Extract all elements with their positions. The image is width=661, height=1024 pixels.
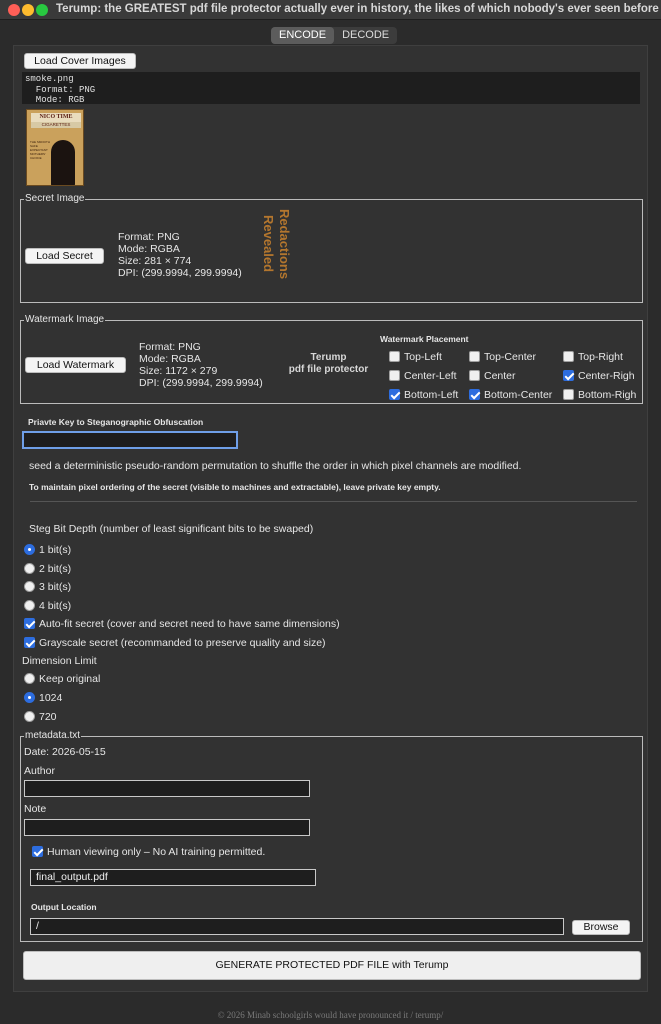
metadata-date: Date: 2026-05-15 [24, 746, 106, 758]
bit-depth-1-label: 1 bit(s) [39, 544, 72, 556]
close-window-button[interactable] [8, 4, 20, 16]
zoom-window-button[interactable] [36, 4, 48, 16]
placement-top-center-checkbox[interactable] [469, 351, 480, 362]
tab-encode[interactable]: ENCODE [271, 27, 334, 44]
note-input[interactable] [24, 819, 310, 836]
note-label: Note [24, 803, 47, 815]
dimension-720-radio[interactable] [24, 711, 35, 722]
human-only-label: Human viewing only – No AI training permitted. [47, 846, 266, 858]
watermark-image-legend: Watermark Image [25, 314, 105, 325]
output-location-input[interactable]: / [30, 918, 564, 935]
author-label: Author [24, 765, 55, 777]
secret-image-group [20, 199, 643, 303]
secret-format: Format: PNG [118, 231, 180, 243]
cover-mode: Mode: RGB [25, 95, 85, 105]
private-key-label: Priavte Key to Steganographic Obfuscation [28, 417, 204, 427]
separator [30, 501, 637, 502]
placement-center-left-checkbox[interactable] [389, 370, 400, 381]
dimension-720-label: 720 [39, 711, 57, 723]
watermark-format: Format: PNG [139, 341, 201, 353]
secret-preview-line1: Redactions [277, 209, 292, 280]
cover-filename: smoke.png [25, 74, 74, 84]
thumbnail-figure [51, 140, 75, 186]
private-key-note: To maintain pixel ordering of the secret (visible to machines and extractable), leave private key empty. [29, 482, 441, 492]
load-cover-images-button[interactable]: Load Cover Images [24, 53, 136, 69]
placement-center-label: Center [484, 370, 516, 382]
placement-center-checkbox[interactable] [469, 370, 480, 381]
generate-pdf-button[interactable]: GENERATE PROTECTED PDF FILE with Terump [23, 951, 641, 980]
thumbnail-title-line2: CIGARETTES [31, 122, 81, 128]
private-key-input[interactable] [22, 431, 238, 449]
placement-bottom-right-label: Bottom-Righ [578, 389, 637, 401]
placement-bottom-left-checkbox[interactable] [389, 389, 400, 400]
watermark-dpi: DPI: (299.9994, 299.9994) [139, 377, 263, 389]
dimension-1024-label: 1024 [39, 692, 63, 704]
bit-depth-4-label: 4 bit(s) [39, 600, 72, 612]
private-key-description: seed a deterministic pseudo-random permutation to shuffle the order in which pixel channels are modified. [29, 460, 522, 472]
placement-center-left-label: Center-Left [404, 370, 457, 382]
secret-size: Size: 281 × 774 [118, 255, 192, 267]
load-watermark-button[interactable]: Load Watermark [25, 357, 126, 373]
bit-depth-3-radio[interactable] [24, 581, 35, 592]
bit-depth-2-label: 2 bit(s) [39, 563, 72, 575]
cover-info-box [22, 72, 640, 104]
mode-tabs [271, 27, 397, 44]
thumbnail-caption: THE SMOOTH SAFE EXPECTANT MOTHERS' CHOICE [30, 140, 50, 160]
auto-fit-label: Auto-fit secret (cover and secret need to have same dimensions) [39, 618, 340, 630]
author-input[interactable] [24, 780, 310, 797]
grayscale-checkbox[interactable] [24, 637, 35, 648]
dimension-1024-radio[interactable] [24, 692, 35, 703]
watermark-preview-line1: Terump [310, 352, 347, 363]
watermark-size: Size: 1172 × 279 [139, 365, 218, 377]
secret-image-legend: Secret Image [25, 193, 85, 204]
bit-depth-label: Steg Bit Depth (number of least significant bits to be swaped) [29, 523, 314, 535]
bit-depth-3-label: 3 bit(s) [39, 581, 72, 593]
grayscale-label: Grayscale secret (recommanded to preserve quality and size) [39, 637, 326, 649]
placement-center-right-checkbox[interactable] [563, 370, 574, 381]
placement-bottom-right-checkbox[interactable] [563, 389, 574, 400]
load-secret-button[interactable]: Load Secret [25, 248, 104, 264]
secret-preview [261, 209, 293, 301]
secret-mode: Mode: RGBA [118, 243, 180, 255]
metadata-legend: metadata.txt [25, 730, 81, 741]
watermark-mode: Mode: RGBA [139, 353, 201, 365]
minimize-window-button[interactable] [22, 4, 34, 16]
placement-top-center-label: Top-Center [484, 351, 536, 363]
watermark-placement-title: Watermark Placement [380, 334, 469, 344]
placement-top-right-checkbox[interactable] [563, 351, 574, 362]
placement-center-right-label: Center-Righ [578, 370, 635, 382]
footer-text: © 2026 Minab schoolgirls would have pronounced it / terump/ [217, 1010, 444, 1020]
placement-bottom-center-checkbox[interactable] [469, 389, 480, 400]
cover-format: Format: PNG [25, 84, 96, 95]
human-only-checkbox[interactable] [32, 846, 43, 857]
dimension-keep-original-radio[interactable] [24, 673, 35, 684]
bit-depth-2-radio[interactable] [24, 563, 35, 574]
placement-bottom-center-label: Bottom-Center [484, 389, 553, 401]
browse-button[interactable]: Browse [572, 920, 630, 935]
title-bar [0, 0, 661, 20]
output-filename-input[interactable]: final_output.pdf [30, 869, 316, 886]
watermark-preview-line2: pdf file protector [288, 364, 369, 375]
cover-thumbnail[interactable] [26, 109, 84, 186]
auto-fit-checkbox[interactable] [24, 618, 35, 629]
placement-top-left-label: Top-Left [404, 351, 442, 363]
window-title: Terump: the GREATEST pdf file protector actually ever in history, the likes of which nobody's ever seen before [56, 3, 659, 15]
tab-decode[interactable]: DECODE [342, 29, 390, 41]
placement-top-left-checkbox[interactable] [389, 351, 400, 362]
placement-bottom-left-label: Bottom-Left [404, 389, 459, 401]
secret-dpi: DPI: (299.9994, 299.9994) [118, 267, 242, 279]
thumbnail-title-line1: NICO TIME [31, 113, 81, 122]
bit-depth-1-radio[interactable] [24, 544, 35, 555]
metadata-group [20, 736, 643, 942]
output-location-label: Output Location [31, 902, 97, 912]
secret-preview-line2: Revealed [261, 215, 276, 273]
placement-top-right-label: Top-Right [578, 351, 623, 363]
bit-depth-4-radio[interactable] [24, 600, 35, 611]
dimension-keep-original-label: Keep original [39, 673, 101, 685]
dimension-limit-label: Dimension Limit [22, 655, 97, 667]
